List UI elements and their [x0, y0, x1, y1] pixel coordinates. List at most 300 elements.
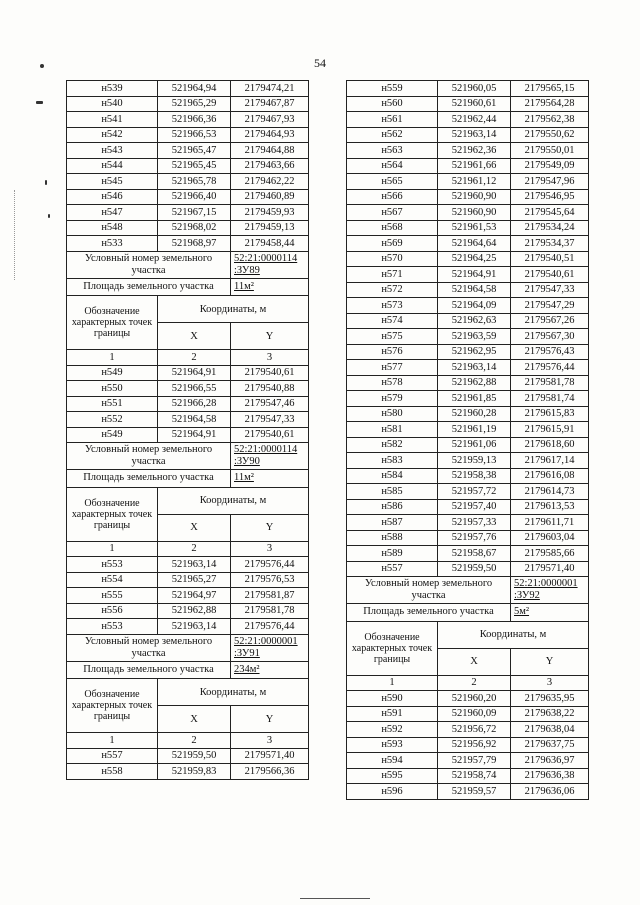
coordinate-row [67, 412, 309, 428]
y-coordinate: 2179534,37 [511, 236, 589, 252]
y-coordinate: 2179637,75 [511, 737, 589, 753]
parcel-number-label: Условный номер земельного участка [67, 634, 231, 661]
coordinate-row [347, 127, 589, 143]
y-coordinate: 2179576,44 [511, 360, 589, 376]
coordinate-row [67, 764, 309, 780]
column-index-row [67, 350, 309, 366]
x-coordinate: 521960,61 [438, 96, 511, 112]
point-id: н592 [347, 722, 438, 738]
column-index: 1 [67, 541, 158, 557]
coordinate-row [347, 81, 589, 97]
points-column-header: Обозначение характерных точек границы [347, 621, 438, 675]
x-coordinate: 521957,72 [438, 484, 511, 500]
x-coordinate: 521964,91 [158, 365, 231, 381]
coordinate-row [347, 437, 589, 453]
points-column-header: Обозначение характерных точек границы [67, 679, 158, 733]
scan-speck [48, 214, 50, 218]
y-coordinate: 2179547,29 [511, 298, 589, 314]
parcel-area-label: Площадь земельного участка [67, 278, 231, 296]
coordinate-row [67, 143, 309, 159]
coordinates-header: Координаты, м [158, 296, 309, 323]
point-id: н572 [347, 282, 438, 298]
right-coordinates-table [346, 80, 589, 800]
parcel-number-label: Условный номер земельного участка [347, 577, 511, 604]
parcel-number-row [67, 443, 309, 470]
y-coordinate: 2179576,43 [511, 344, 589, 360]
coordinate-row [347, 282, 589, 298]
parcel-area-label: Площадь земельного участка [67, 470, 231, 488]
point-id: н556 [67, 603, 158, 619]
y-coordinate: 2179636,97 [511, 753, 589, 769]
y-coordinate: 2179462,22 [231, 174, 309, 190]
y-coordinate: 2179549,09 [511, 158, 589, 174]
point-id: н543 [67, 143, 158, 159]
y-coordinate: 2179636,38 [511, 768, 589, 784]
point-id: н551 [67, 396, 158, 412]
y-coordinate: 2179616,08 [511, 468, 589, 484]
coordinate-row [347, 375, 589, 391]
coordinate-row [67, 427, 309, 443]
y-coordinate: 2179581,78 [511, 375, 589, 391]
point-id: н596 [347, 784, 438, 800]
coordinate-row [347, 784, 589, 800]
coordinate-row [67, 112, 309, 128]
y-coordinate: 2179550,01 [511, 143, 589, 159]
coordinate-row [347, 158, 589, 174]
coordinate-row [67, 603, 309, 619]
parcel-number-value: 52:21:0000114 :ЗУ89 [231, 251, 309, 278]
x-coordinate: 521956,72 [438, 722, 511, 738]
coordinate-row [347, 251, 589, 267]
x-coordinate: 521963,14 [438, 127, 511, 143]
y-coordinate: 2179467,93 [231, 112, 309, 128]
x-coordinate: 521963,59 [438, 329, 511, 345]
y-coordinate: 2179581,78 [231, 603, 309, 619]
point-id: н533 [67, 236, 158, 252]
y-coordinate: 2179540,61 [231, 427, 309, 443]
point-id: н549 [67, 365, 158, 381]
point-id: н578 [347, 375, 438, 391]
y-coordinate: 2179547,46 [231, 396, 309, 412]
y-coordinate: 2179611,71 [511, 515, 589, 531]
x-coordinate: 521967,15 [158, 205, 231, 221]
point-id: н574 [347, 313, 438, 329]
parcel-number-row [67, 634, 309, 661]
y-coordinate: 2179615,91 [511, 422, 589, 438]
coordinate-row [67, 236, 309, 252]
x-coordinate: 521964,64 [438, 236, 511, 252]
point-id: н562 [347, 127, 438, 143]
x-coordinate: 521966,40 [158, 189, 231, 205]
x-coordinate: 521965,29 [158, 96, 231, 112]
parcel-area-label: Площадь земельного участка [67, 661, 231, 679]
y-coordinate: 2179459,93 [231, 205, 309, 221]
x-coordinate: 521959,50 [438, 561, 511, 577]
coordinate-row [347, 391, 589, 407]
coordinate-row [67, 619, 309, 635]
x-coordinate: 521957,79 [438, 753, 511, 769]
x-coordinate: 521963,14 [158, 619, 231, 635]
y-coordinate: 2179567,30 [511, 329, 589, 345]
coordinate-row [67, 96, 309, 112]
parcel-area-row [347, 604, 589, 622]
coordinate-row [347, 768, 589, 784]
x-coordinate: 521962,44 [438, 112, 511, 128]
x-coordinate: 521962,95 [438, 344, 511, 360]
coordinate-row [67, 396, 309, 412]
y-coordinate: 2179636,06 [511, 784, 589, 800]
coordinate-row [67, 127, 309, 143]
point-id: н591 [347, 706, 438, 722]
x-coordinate: 521959,13 [438, 453, 511, 469]
y-coordinate: 2179617,14 [511, 453, 589, 469]
point-id: н550 [67, 381, 158, 397]
coordinate-row [67, 381, 309, 397]
point-id: н560 [347, 96, 438, 112]
x-coordinate: 521966,55 [158, 381, 231, 397]
point-id: н575 [347, 329, 438, 345]
y-coordinate: 2179547,33 [511, 282, 589, 298]
column-index: 3 [231, 350, 309, 366]
x-coordinate: 521962,88 [158, 603, 231, 619]
y-coordinate: 2179534,24 [511, 220, 589, 236]
points-column-header: Обозначение характерных точек границы [67, 296, 158, 350]
column-index: 3 [231, 733, 309, 749]
coordinate-row [67, 748, 309, 764]
parcel-area-row [67, 661, 309, 679]
y-column-header: Y [231, 514, 309, 541]
x-coordinate: 521963,14 [438, 360, 511, 376]
x-coordinate: 521964,94 [158, 81, 231, 97]
x-coordinate: 521965,27 [158, 572, 231, 588]
coordinate-row [347, 220, 589, 236]
coordinate-row [347, 96, 589, 112]
parcel-area-value: 11м² [231, 278, 309, 296]
parcel-area-value: 5м² [511, 604, 589, 622]
x-coordinate: 521960,09 [438, 706, 511, 722]
x-coordinate: 521960,90 [438, 205, 511, 221]
y-coordinate: 2179474,21 [231, 81, 309, 97]
x-coordinate: 521959,50 [158, 748, 231, 764]
y-coordinate: 2179581,87 [231, 588, 309, 604]
point-id: н561 [347, 112, 438, 128]
scan-speck [40, 64, 44, 68]
x-coordinate: 521964,91 [158, 427, 231, 443]
point-id: н577 [347, 360, 438, 376]
point-id: н587 [347, 515, 438, 531]
coordinate-row [347, 515, 589, 531]
x-coordinate: 521963,14 [158, 557, 231, 573]
coordinate-row [67, 158, 309, 174]
point-id: н585 [347, 484, 438, 500]
coordinate-row [347, 174, 589, 190]
x-coordinate: 521961,19 [438, 422, 511, 438]
point-id: н557 [347, 561, 438, 577]
point-id: н568 [347, 220, 438, 236]
coordinate-row [347, 530, 589, 546]
coordinate-row [347, 267, 589, 283]
column-index: 3 [511, 675, 589, 691]
coordinate-row [67, 81, 309, 97]
right-coordinate-column [346, 80, 588, 800]
x-coordinate: 521961,53 [438, 220, 511, 236]
y-coordinate: 2179546,95 [511, 189, 589, 205]
y-coordinate: 2179576,44 [231, 619, 309, 635]
y-coordinate: 2179540,88 [231, 381, 309, 397]
x-coordinate: 521962,36 [438, 143, 511, 159]
column-index: 2 [158, 541, 231, 557]
x-coordinate: 521960,20 [438, 691, 511, 707]
x-coordinate: 521958,74 [438, 768, 511, 784]
parcel-number-row [347, 577, 589, 604]
coordinate-row [347, 691, 589, 707]
coordinate-row [67, 572, 309, 588]
x-coordinate: 521965,45 [158, 158, 231, 174]
point-id: н595 [347, 768, 438, 784]
x-coordinate: 521964,97 [158, 588, 231, 604]
coordinates-header: Координаты, м [158, 487, 309, 514]
coordinate-row [347, 706, 589, 722]
coordinate-row [347, 722, 589, 738]
y-coordinate: 2179567,26 [511, 313, 589, 329]
x-coordinate: 521958,67 [438, 546, 511, 562]
x-coordinate: 521968,02 [158, 220, 231, 236]
x-coordinate: 521966,36 [158, 112, 231, 128]
x-column-header: X [438, 648, 511, 675]
y-coordinate: 2179464,88 [231, 143, 309, 159]
scan-speck [45, 180, 47, 185]
point-id: н586 [347, 499, 438, 515]
point-id: н569 [347, 236, 438, 252]
page-number: 54 [314, 56, 326, 70]
point-id: н549 [67, 427, 158, 443]
point-id: н544 [67, 158, 158, 174]
parcel-number-label: Условный номер земельного участка [67, 443, 231, 470]
y-coordinate: 2179603,04 [511, 530, 589, 546]
coordinate-row [67, 174, 309, 190]
x-coordinate: 521968,97 [158, 236, 231, 252]
point-id: н573 [347, 298, 438, 314]
y-coordinate: 2179467,87 [231, 96, 309, 112]
point-id: н552 [67, 412, 158, 428]
y-coordinate: 2179562,38 [511, 112, 589, 128]
coords-header-row [347, 621, 589, 648]
column-index-row [67, 733, 309, 749]
parcel-area-value: 11м² [231, 470, 309, 488]
x-column-header: X [158, 514, 231, 541]
x-coordinate: 521962,63 [438, 313, 511, 329]
coordinate-row [347, 298, 589, 314]
coordinate-row [67, 365, 309, 381]
point-id: н555 [67, 588, 158, 604]
y-coordinate: 2179571,40 [231, 748, 309, 764]
point-id: н590 [347, 691, 438, 707]
y-coordinate: 2179615,83 [511, 406, 589, 422]
y-coordinate: 2179635,95 [511, 691, 589, 707]
x-coordinate: 521964,58 [438, 282, 511, 298]
point-id: н558 [67, 764, 158, 780]
x-coordinate: 521964,58 [158, 412, 231, 428]
y-coordinate: 2179540,51 [511, 251, 589, 267]
point-id: н588 [347, 530, 438, 546]
coordinate-row [347, 753, 589, 769]
point-id: н559 [347, 81, 438, 97]
x-coordinate: 521960,28 [438, 406, 511, 422]
y-coordinate: 2179566,36 [231, 764, 309, 780]
x-coordinate: 521961,12 [438, 174, 511, 190]
parcel-area-row [67, 470, 309, 488]
y-coordinate: 2179614,73 [511, 484, 589, 500]
x-coordinate: 521956,92 [438, 737, 511, 753]
y-coordinate: 2179613,53 [511, 499, 589, 515]
y-coordinate: 2179576,44 [231, 557, 309, 573]
point-id: н539 [67, 81, 158, 97]
x-coordinate: 521965,78 [158, 174, 231, 190]
coordinate-row [347, 422, 589, 438]
coordinate-row [347, 360, 589, 376]
y-coordinate: 2179571,40 [511, 561, 589, 577]
point-id: н540 [67, 96, 158, 112]
y-coordinate: 2179547,33 [231, 412, 309, 428]
coordinate-row [347, 344, 589, 360]
coordinate-row [67, 189, 309, 205]
point-id: н563 [347, 143, 438, 159]
column-index: 1 [347, 675, 438, 691]
coordinates-header: Координаты, м [158, 679, 309, 706]
x-coordinate: 521958,38 [438, 468, 511, 484]
coordinate-row [347, 112, 589, 128]
point-id: н593 [347, 737, 438, 753]
y-coordinate: 2179550,62 [511, 127, 589, 143]
x-coordinate: 521962,88 [438, 375, 511, 391]
point-id: н583 [347, 453, 438, 469]
x-coordinate: 521961,66 [438, 158, 511, 174]
y-coordinate: 2179638,04 [511, 722, 589, 738]
column-index-row [347, 675, 589, 691]
coordinate-row [67, 557, 309, 573]
column-index: 1 [67, 733, 158, 749]
y-coordinate: 2179464,93 [231, 127, 309, 143]
y-coordinate: 2179545,64 [511, 205, 589, 221]
x-coordinate: 521964,09 [438, 298, 511, 314]
x-coordinate: 521959,83 [158, 764, 231, 780]
x-coordinate: 521959,57 [438, 784, 511, 800]
y-coordinate: 2179576,53 [231, 572, 309, 588]
coordinate-row [347, 468, 589, 484]
coordinate-row [67, 205, 309, 221]
point-id: н580 [347, 406, 438, 422]
y-coordinate: 2179565,15 [511, 81, 589, 97]
y-column-header: Y [231, 323, 309, 350]
column-index-row [67, 541, 309, 557]
y-coordinate: 2179540,61 [511, 267, 589, 283]
left-coordinate-column [66, 80, 308, 780]
point-id: н564 [347, 158, 438, 174]
y-coordinate: 2179463,66 [231, 158, 309, 174]
point-id: н571 [347, 267, 438, 283]
x-column-header: X [158, 323, 231, 350]
bottom-rule [300, 898, 370, 899]
coordinate-row [347, 205, 589, 221]
point-id: н584 [347, 468, 438, 484]
coordinate-row [347, 737, 589, 753]
y-coordinate: 2179460,89 [231, 189, 309, 205]
x-coordinate: 521957,33 [438, 515, 511, 531]
x-column-header: X [158, 706, 231, 733]
x-coordinate: 521966,53 [158, 127, 231, 143]
y-coordinate: 2179618,60 [511, 437, 589, 453]
y-coordinate: 2179540,61 [231, 365, 309, 381]
point-id: н542 [67, 127, 158, 143]
x-coordinate: 521961,85 [438, 391, 511, 407]
point-id: н546 [67, 189, 158, 205]
y-coordinate: 2179638,22 [511, 706, 589, 722]
point-id: н548 [67, 220, 158, 236]
x-coordinate: 521964,25 [438, 251, 511, 267]
point-id: н589 [347, 546, 438, 562]
parcel-area-row [67, 278, 309, 296]
column-index: 2 [158, 350, 231, 366]
coordinate-row [347, 484, 589, 500]
x-coordinate: 521957,40 [438, 499, 511, 515]
scan-speck [36, 101, 43, 104]
coordinate-row [347, 313, 589, 329]
coords-header-row [67, 296, 309, 323]
points-column-header: Обозначение характерных точек границы [67, 487, 158, 541]
y-column-header: Y [511, 648, 589, 675]
y-coordinate: 2179547,96 [511, 174, 589, 190]
column-index: 2 [158, 733, 231, 749]
point-id: н581 [347, 422, 438, 438]
point-id: н582 [347, 437, 438, 453]
point-id: н553 [67, 619, 158, 635]
parcel-number-label: Условный номер земельного участка [67, 251, 231, 278]
parcel-number-value: 52:21:0000001 :ЗУ92 [511, 577, 589, 604]
y-coordinate: 2179581,74 [511, 391, 589, 407]
point-id: н566 [347, 189, 438, 205]
parcel-number-value: 52:21:0000114 :ЗУ90 [231, 443, 309, 470]
parcel-area-value: 234м² [231, 661, 309, 679]
coordinate-row [347, 143, 589, 159]
parcel-number-row [67, 251, 309, 278]
x-coordinate: 521960,90 [438, 189, 511, 205]
point-id: н579 [347, 391, 438, 407]
x-coordinate: 521961,06 [438, 437, 511, 453]
parcel-area-label: Площадь земельного участка [347, 604, 511, 622]
point-id: н541 [67, 112, 158, 128]
coordinate-row [347, 546, 589, 562]
coordinate-row [347, 236, 589, 252]
point-id: н545 [67, 174, 158, 190]
y-coordinate: 2179564,28 [511, 96, 589, 112]
point-id: н576 [347, 344, 438, 360]
coordinate-row [347, 561, 589, 577]
point-id: н554 [67, 572, 158, 588]
coordinates-header: Координаты, м [438, 621, 589, 648]
coords-header-row [67, 487, 309, 514]
x-coordinate: 521957,76 [438, 530, 511, 546]
point-id: н547 [67, 205, 158, 221]
x-coordinate: 521964,91 [438, 267, 511, 283]
point-id: н594 [347, 753, 438, 769]
y-column-header: Y [231, 706, 309, 733]
x-coordinate: 521966,28 [158, 396, 231, 412]
coordinate-row [347, 453, 589, 469]
left-coordinates-table [66, 80, 309, 780]
point-id: н567 [347, 205, 438, 221]
coordinate-row [347, 499, 589, 515]
y-coordinate: 2179458,44 [231, 236, 309, 252]
